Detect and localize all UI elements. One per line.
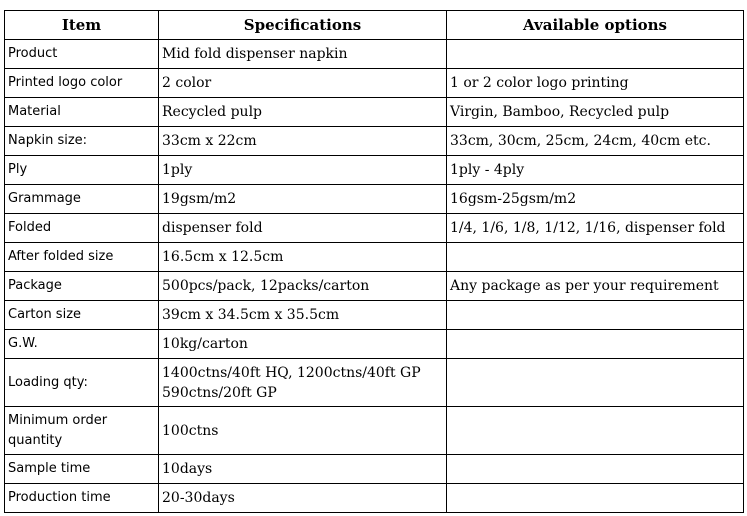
header-row [5,11,744,40]
options-cell [447,214,744,243]
cell-text: 10days [162,461,213,477]
options-cell [447,156,744,185]
options-cell [447,484,744,513]
table-row [5,40,744,69]
cell-text: 1 or 2 color logo printing [450,75,629,91]
options-cell [447,272,744,301]
cell-text: 39cm x 34.5cm x 35.5cm [162,307,340,323]
cell-text: After folded size [8,249,114,264]
cell-text: 19gsm/m2 [162,191,237,207]
cell-text: Any package as per your requirement [450,278,719,294]
table-row [5,330,744,359]
spec-cell [159,185,447,214]
spec-cell [159,69,447,98]
options-cell [447,301,744,330]
cell-text: Loading qty: [8,374,88,390]
spec-cell [159,40,447,69]
spec-cell [159,359,447,407]
cell-text: 100ctns [162,422,219,439]
cell-text: 20-30days [162,490,235,506]
cell-text: Recycled pulp [162,104,263,120]
cell-text: Sample time [8,461,91,476]
options-cell [447,243,744,272]
cell-text: G.W. [8,336,38,351]
spec-cell [159,301,447,330]
cell-text: 2 color [162,75,212,91]
item-cell [5,407,159,455]
table-row [5,484,744,513]
table-row [5,272,744,301]
spec-cell [159,156,447,185]
options-cell [447,98,744,127]
header-specifications: Specifications [159,11,447,40]
table-row [5,127,744,156]
cell-text: Product [8,46,58,61]
table-row [5,359,744,407]
spec-cell [159,272,447,301]
spec-cell [159,127,447,156]
spec-cell [159,214,447,243]
cell-text: 16.5cm x 12.5cm [162,249,284,265]
cell-text: 590ctns/20ft GP [162,384,277,401]
cell-text: Minimum order [8,412,108,428]
options-cell [447,330,744,359]
cell-text: Package [8,278,62,293]
item-cell [5,359,159,407]
table-row [5,243,744,272]
item-cell [5,156,159,185]
options-cell [447,69,744,98]
cell-text: 1ply [162,162,193,178]
item-cell [5,214,159,243]
cell-text: 33cm x 22cm [162,133,257,149]
cell-text: Production time [8,490,111,505]
cell-text: Grammage [8,191,81,206]
item-cell [5,98,159,127]
cell-text: 500pcs/pack, 12packs/carton [162,278,370,294]
spec-cell [159,243,447,272]
item-cell [5,272,159,301]
item-cell [5,484,159,513]
cell-text: 1ply - 4ply [450,162,525,178]
spec-table [4,10,744,513]
cell-text: 10kg/carton [162,336,248,352]
cell-text: Material [8,104,61,119]
cell-text: 33cm, 30cm, 25cm, 24cm, 40cm etc. [450,133,711,149]
item-cell [5,40,159,69]
table-row [5,301,744,330]
spec-cell [159,407,447,455]
cell-text: Ply [8,162,28,177]
cell-text: 1/4, 1/6, 1/8, 1/12, 1/16, dispenser fold [450,220,726,236]
cell-text: Virgin, Bamboo, Recycled pulp [450,104,670,120]
table-row [5,214,744,243]
cell-text: Napkin size: [8,133,88,148]
table-body [5,40,744,513]
options-cell [447,455,744,484]
spec-cell [159,330,447,359]
table-row [5,69,744,98]
cell-text: Folded [8,220,52,235]
item-cell [5,127,159,156]
table-row [5,407,744,455]
cell-text: 16gsm-25gsm/m2 [450,191,577,207]
header-item: Item [5,11,159,40]
item-cell [5,330,159,359]
options-cell [447,407,744,455]
cell-text: Carton size [8,307,82,322]
table-row [5,156,744,185]
options-cell [447,127,744,156]
table-row [5,455,744,484]
spec-cell [159,484,447,513]
item-cell [5,69,159,98]
table-row [5,185,744,214]
cell-text: Mid fold dispenser napkin [162,46,348,62]
cell-text: quantity [8,432,63,448]
item-cell [5,185,159,214]
header-available-options: Available options [447,11,744,40]
cell-text: 1400ctns/40ft HQ, 1200ctns/40ft GP [162,364,421,381]
item-cell [5,455,159,484]
spec-cell [159,455,447,484]
cell-text: dispenser fold [162,220,263,236]
table-row [5,98,744,127]
cell-text: Printed logo color [8,75,123,90]
options-cell [447,185,744,214]
item-cell [5,243,159,272]
options-cell [447,359,744,407]
options-cell [447,40,744,69]
spec-cell [159,98,447,127]
item-cell [5,301,159,330]
